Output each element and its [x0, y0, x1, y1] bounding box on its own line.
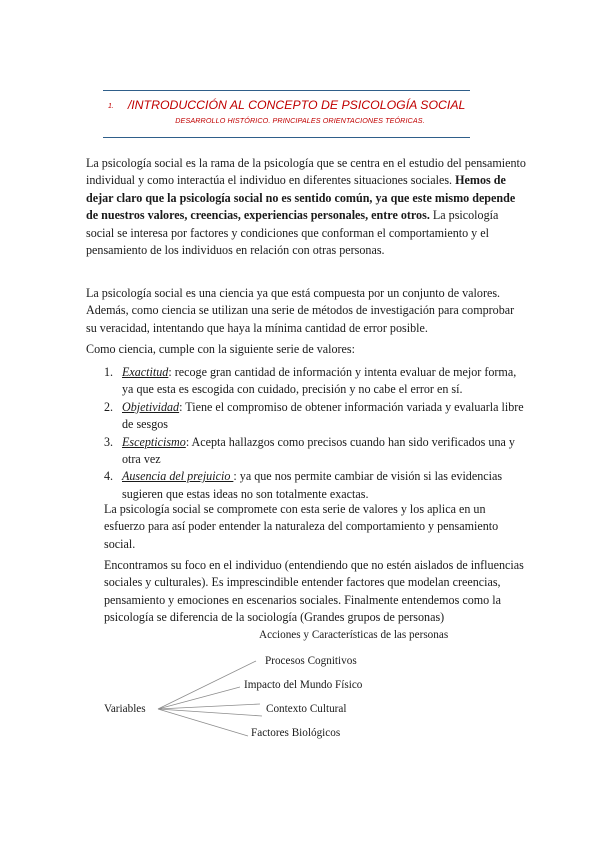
science-paragraph: La psicología social es una ciencia ya que está compuesta por un conjunto de valores. Además, como ciencia se utilizan una serie de métodos de investigación para comprobar su veracidad, intentando que haya la mínima cantidad de error posible.: [86, 286, 515, 335]
diagram-branch-5: Factores Biológicos: [251, 727, 341, 739]
connector-line: [158, 709, 248, 736]
section-number: 1.: [108, 103, 114, 110]
list-item-text: : ya que nos permite cambiar de visión si las evidencias sugieren que estas ideas no son totalmente exactas.: [122, 469, 503, 501]
section-subtitle: DESARROLLO HISTÓRICO. PRINCIPALES ORIENTACIONES TEÓRICAS.: [175, 116, 425, 125]
list-item-number: 1.: [104, 365, 114, 379]
diagram-branch-2: Procesos Cognitivos: [265, 655, 357, 667]
diagram-branch-4: Contexto Cultural: [266, 703, 347, 715]
list-item-number: 2.: [104, 399, 114, 414]
list-item-term: Ausencia del prejuicio: [122, 469, 234, 484]
values-intro: Como ciencia, cumple con la siguiente serie de valores:: [86, 342, 355, 356]
section-title-text: /INTRODUCCIÓN AL CONCEPTO DE PSICOLOGÍA SOCIAL: [127, 98, 466, 112]
list-item-text: : Tiene el compromiso de obtener información variada y evaluarla libre de sesgos: [122, 399, 524, 432]
list-item-number: 4.: [104, 469, 114, 484]
diagram-root: Variables: [104, 703, 146, 715]
diagram-branch-3: Impacto del Mundo Físico: [244, 679, 363, 691]
list-item-term: Exactitud: [122, 365, 169, 379]
list-item-term: Escepticismo: [122, 434, 186, 449]
commitment-paragraph: La psicología social se compromete con esta serie de valores y los aplica en un esfuerzo para así poder entender la naturaleza del comportamiento y pensamiento social.: [104, 502, 499, 551]
intro-text-1: La psicología social es la rama de la psicología que se centra en el estudio del pensamiento individual y como interactúa el individuo en diferentes situaciones sociales.: [86, 156, 526, 188]
focus-paragraph: Encontramos su foco en el individuo (entendiendo que no estén aislados de influencias sociales y culturales). Es imprescindible entender factores que modelan creencias, pensamiento y emociones en escenarios sociales. Finalmente entendemos como la psicología se diferencia de la sociología (Grandes grupos de personas): [104, 558, 524, 625]
list-item-text: : recoge gran cantidad de información y intenta evaluar de mejor forma, ya que esta es escogida con cuidado, precisión y no cabe el error en sí.: [122, 365, 517, 397]
intro-text-2: La psicología social se interesa por factores y condiciones que conforman el comportamiento y el pensamiento de los individuos en relación con otras personas.: [86, 208, 499, 258]
diagram-branch-1: Acciones y Características de las personas: [259, 629, 449, 641]
connector-line: [158, 661, 256, 709]
list-item-number: 3.: [104, 434, 114, 449]
list-item-text: : Acepta hallazgos como precisos cuando han sido verificados una y otra vez: [122, 434, 515, 467]
connector-line: [158, 709, 262, 716]
intro-bold-text: Hemos de dejar claro que la psicología social no es sentido común, ya que este mismo depende de nuestros valores, creencias, experiencias personales, entre otros.: [86, 173, 516, 223]
list-item-term: Objetividad: [122, 399, 180, 414]
